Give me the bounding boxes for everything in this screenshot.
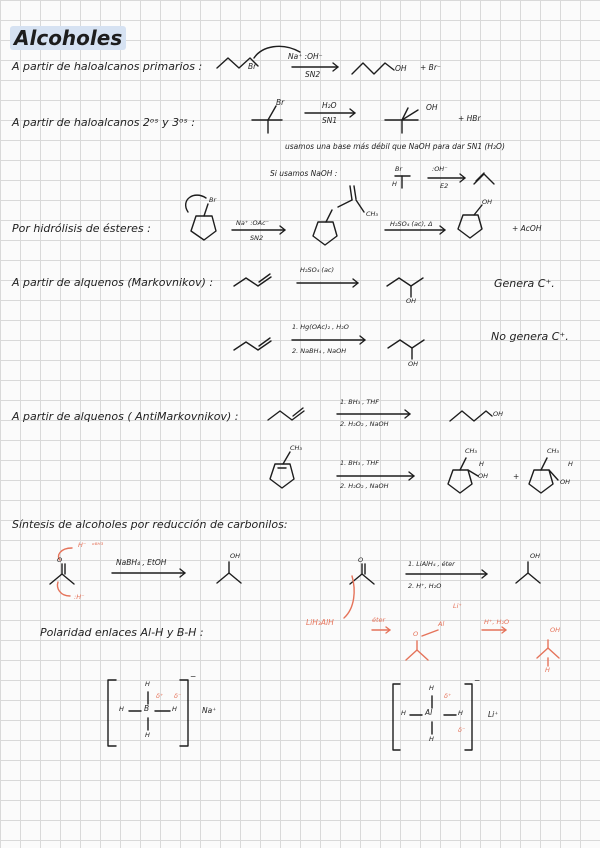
s5-oh: OH xyxy=(493,410,504,418)
s3-ester-ring xyxy=(313,222,337,245)
s2-byproduct: + HBr xyxy=(458,114,481,123)
s3-product-oh: OH xyxy=(482,198,493,206)
s3-bond xyxy=(338,200,352,207)
s4-product2 xyxy=(388,340,424,348)
s1-product-oh: OH xyxy=(395,64,407,73)
s3-label: Por hidrólisis de ésteres : xyxy=(12,222,151,235)
s5-ch3: CH₃ xyxy=(290,444,303,452)
s6-oh: OH xyxy=(230,552,241,560)
s5-bond xyxy=(541,458,547,470)
s5-product1-ring xyxy=(448,470,472,493)
s1-br: Br xyxy=(248,62,257,71)
s4-reagent: H₂SO₄ (ac) xyxy=(300,266,335,274)
alh4-h-bot: H xyxy=(429,735,434,743)
s4-oh2: OH xyxy=(408,360,419,368)
s3-cyclopentane xyxy=(191,216,216,240)
s2-condition: SN1 xyxy=(322,116,338,125)
alh4-h-left: H xyxy=(401,709,406,717)
s2-note: usamos una base más débil que NaOH para dar SN1 (H₂O) xyxy=(285,142,505,151)
s6-h-label: H⁻ xyxy=(78,541,87,549)
s6-h3: H xyxy=(545,666,550,674)
s6-lialh4: LiH₃AlH xyxy=(306,618,334,627)
alh4-bracket-right xyxy=(465,684,472,750)
s2-label: A partir de haloalcanos 2ᵒˢ y 3ᵒˢ : xyxy=(12,116,195,129)
bh4-b: B xyxy=(144,704,150,713)
s6-eter: éter xyxy=(372,616,386,624)
s3-byproduct: + AcOH xyxy=(512,224,542,233)
s5-product2-ring xyxy=(529,470,553,493)
s3-bond xyxy=(350,186,352,200)
s5-p2-h: H xyxy=(568,460,573,468)
s3-condition: SN2 xyxy=(250,234,264,242)
alh4-h-top: H xyxy=(429,684,434,692)
s3-bond xyxy=(356,200,364,212)
alh4-li: Li⁺ xyxy=(488,710,499,719)
s4-label: A partir de alquenos (Markovnikov) : xyxy=(12,276,214,289)
alh4-al: Al xyxy=(425,708,433,717)
s3-bond xyxy=(474,205,482,215)
bh4-bracket-left xyxy=(108,680,116,746)
s6-acetone xyxy=(50,574,74,584)
s3-br: Br xyxy=(209,196,217,204)
s6-h-label-sub: ᵒᴮᴴ³ xyxy=(92,541,104,549)
s6-oh3: OH xyxy=(550,626,561,634)
s1-label: A partir de haloalcanos primarios : xyxy=(12,60,203,73)
s3-bond xyxy=(354,186,356,199)
s4-product xyxy=(387,278,423,286)
s3-attack-arrow xyxy=(186,195,206,212)
bh4-h-left: H xyxy=(119,705,124,713)
s6-h-minus: :H⁻ xyxy=(74,593,85,601)
s6-o3: O xyxy=(413,630,419,638)
s5-p2-ch3: CH₃ xyxy=(547,447,560,455)
bh4-charge: − xyxy=(190,672,197,681)
s2-reagent: H₂O xyxy=(322,101,337,110)
s6-intermediate xyxy=(406,650,428,660)
s6-li: Li⁺ xyxy=(453,602,462,610)
s5-product xyxy=(450,411,492,421)
s6-product2 xyxy=(516,573,540,583)
s3-bond xyxy=(204,204,208,216)
s6-reagent: NaBH₄ , EtOH xyxy=(116,558,167,567)
s5-plus: + xyxy=(513,472,520,481)
s5-p2-oh: OH xyxy=(560,478,571,486)
s2-e2-condition: E2 xyxy=(440,182,449,190)
s4-note2: No genera C⁺. xyxy=(491,330,569,343)
s2-naoh-label: Si usamos NaOH : xyxy=(270,169,338,178)
bh4-h-right: H xyxy=(172,705,177,713)
s2-br: Br xyxy=(276,98,285,107)
s6-product xyxy=(217,573,241,583)
s5-p1-oh: OH xyxy=(478,472,489,480)
s2-e2-reagent: :OH⁻ xyxy=(432,165,448,173)
s4-oh: OH xyxy=(406,297,417,305)
s5-step2b: 2. H₂O₂ , NaOH xyxy=(340,482,389,490)
s6-final xyxy=(537,648,559,658)
alh4-charge: − xyxy=(474,676,481,685)
s2-bond xyxy=(268,106,276,120)
alh4-delta-plus: δ⁺ xyxy=(444,692,452,700)
s4-alkene xyxy=(234,277,271,286)
s5-step2: 2. H₂O₂ , NaOH xyxy=(340,420,389,428)
s5-bond xyxy=(283,452,290,464)
s6-oh2: OH xyxy=(530,552,541,560)
polarity-label: Polaridad enlaces Al-H y B-H : xyxy=(40,626,204,639)
s6-o2: O xyxy=(358,556,364,564)
s6-step1: 1. LiAlH₄ , éter xyxy=(408,560,455,568)
s2-e2-br: Br xyxy=(395,165,403,173)
s4-alkene2 xyxy=(234,341,271,350)
bh4-delta-plus: δ⁺ xyxy=(156,692,164,700)
s6-attack-arrow xyxy=(58,582,71,596)
s6-al: Al xyxy=(438,620,445,628)
s6-h3o: H⁺, H₂O xyxy=(484,618,510,626)
bh4-na: Na⁺ xyxy=(202,706,217,715)
s4-note: Genera C⁺. xyxy=(494,277,555,290)
s5-p1-ch3: CH₃ xyxy=(465,447,478,455)
s6-bond xyxy=(422,630,438,636)
s3-reagent2: H₂SO₄ (ac), Δ xyxy=(390,220,433,228)
s1-byproduct: + Br⁻ xyxy=(420,63,441,72)
s3-product-ring xyxy=(458,215,482,238)
s1-product-chain xyxy=(352,63,394,74)
s2-e2-product xyxy=(474,174,494,184)
s3-reagent: Na⁺ :OAc⁻ xyxy=(236,219,270,227)
s3-bond xyxy=(326,210,332,222)
s6-label: Síntesis de alcoholes por reducción de carbonilos: xyxy=(12,518,288,531)
s5-step1: 1. BH₃ , THF xyxy=(340,398,380,406)
s1-condition: SN2 xyxy=(305,70,321,79)
s5-label: A partir de alquenos ( AntiMarkovnikov) : xyxy=(12,410,239,423)
bh4-h-bot: H xyxy=(145,731,150,739)
s2-e2-product xyxy=(476,173,484,181)
alh4-bracket-left xyxy=(393,684,400,750)
s4-step2: 2. NaBH₄ , NaOH xyxy=(292,347,347,355)
alh4-delta-minus: δ⁻ xyxy=(458,726,466,734)
bh4-bracket-right xyxy=(180,680,188,746)
s5-step1b: 1. BH₃ , THF xyxy=(340,459,380,467)
bh4-h-top: H xyxy=(145,680,150,688)
page-title: Alcoholes xyxy=(10,26,126,50)
alh4-h-right: H xyxy=(458,709,463,717)
s3-ester-ch3: CH₃ xyxy=(366,210,379,218)
s2-e2-h: H xyxy=(392,180,397,188)
s6-o: O xyxy=(57,556,63,564)
s6-step2: 2. H⁺, H₂O xyxy=(408,582,442,590)
bh4-delta-minus: δ⁻ xyxy=(174,692,182,700)
s2-product-oh: OH xyxy=(426,103,438,112)
s5-p1-h: H xyxy=(479,460,484,468)
s5-bond xyxy=(460,458,466,470)
s4-step1: 1. Hg(OAc)₂ , H₂O xyxy=(292,323,349,331)
s1-reagent: Na⁺ :OH⁻ xyxy=(288,52,323,61)
